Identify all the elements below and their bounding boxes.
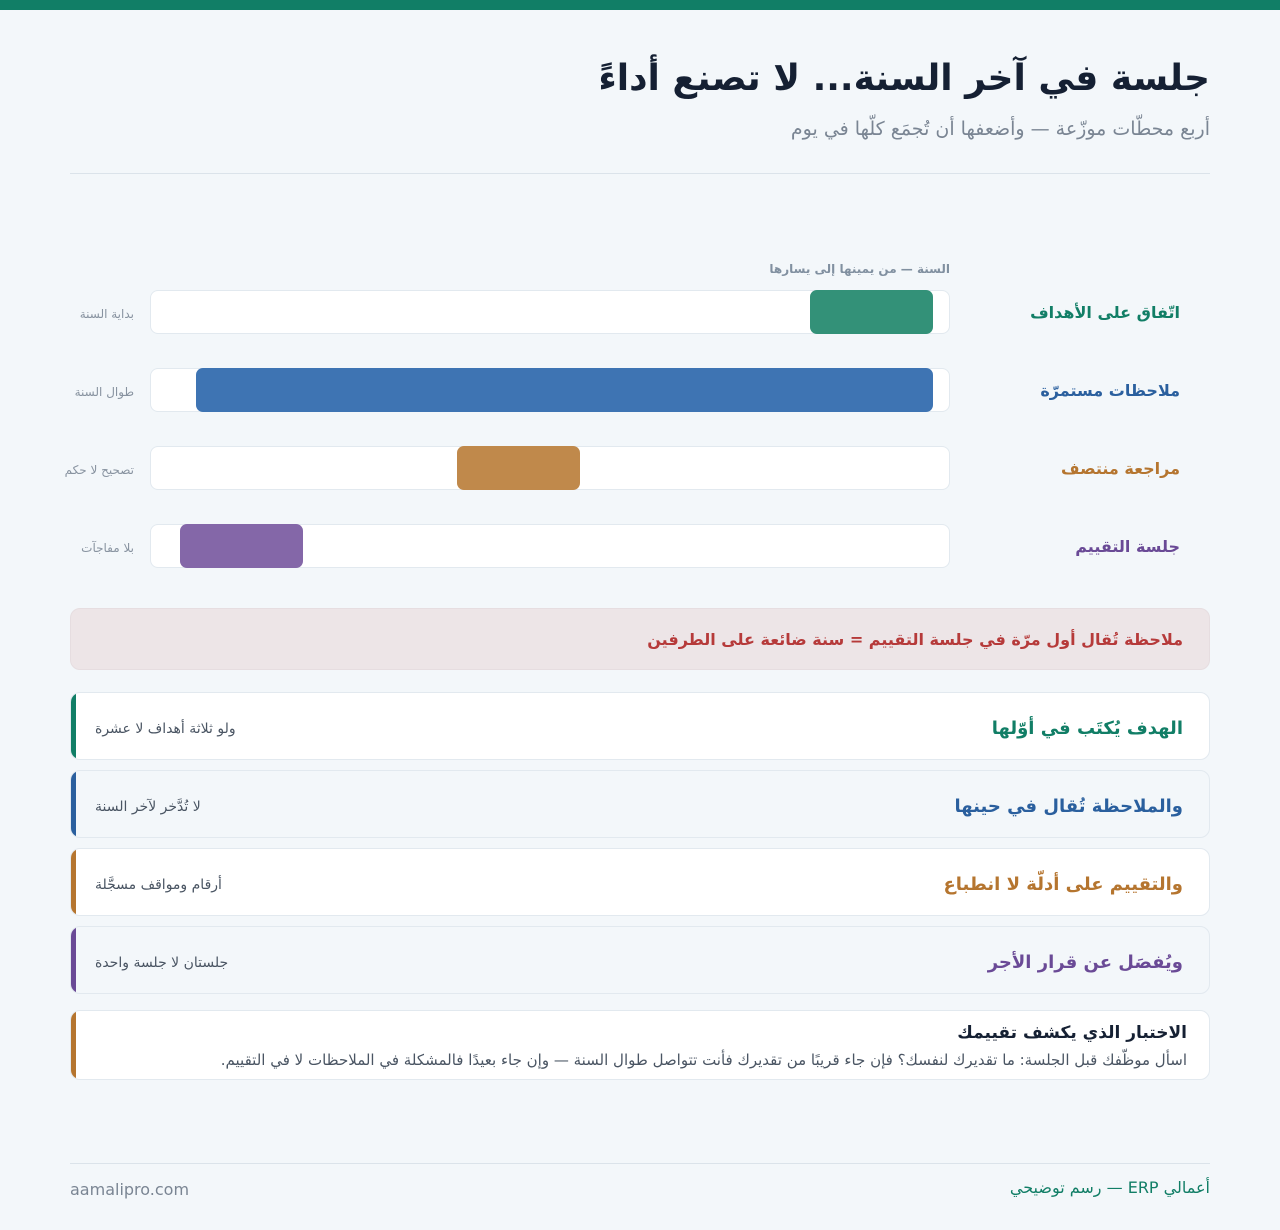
principle-card-evidence <box>70 848 1210 916</box>
principle-card-feedback <box>70 770 1210 838</box>
timeline-bar-goals <box>810 290 933 334</box>
principle-card-pay <box>70 926 1210 994</box>
principle-title: الهدف يُكتَب في أوّلها <box>991 718 1183 739</box>
principle-accent-bar <box>71 927 76 993</box>
principle-title: والملاحظة تُقال في حينها <box>954 796 1183 817</box>
timeline-note-feedback: طوال السنة <box>74 385 134 399</box>
timeline-note-midyear: تصحيح لا حكم <box>64 463 134 477</box>
footer-divider <box>70 1163 1210 1164</box>
self-test-accent-bar <box>71 1011 76 1079</box>
page-title: جلسة في آخر السنة... لا تصنع أداءً <box>598 58 1210 99</box>
principle-accent-bar <box>71 849 76 915</box>
top-accent-bar <box>0 0 1280 10</box>
timeline-bar-midyear <box>457 446 580 490</box>
principle-card-goals <box>70 692 1210 760</box>
timeline-note-review: بلا مفاجآت <box>81 541 134 555</box>
timeline-track-feedback <box>150 368 950 412</box>
timeline-track-midyear <box>150 446 950 490</box>
timeline-row-label-feedback: ملاحظات مستمرّة <box>1040 381 1180 400</box>
principle-note: جلستان لا جلسة واحدة <box>95 955 229 971</box>
self-test-box <box>70 1010 1210 1080</box>
principle-accent-bar <box>71 771 76 837</box>
timeline-bar-review <box>180 524 303 568</box>
principle-note: ولو ثلاثة أهداف لا عشرة <box>95 721 236 737</box>
timeline-row-label-midyear: مراجعة منتصف <box>1061 459 1180 478</box>
warning-callout: ملاحظة تُقال أول مرّة في جلسة التقييم = سنة ضائعة على الطرفين <box>70 608 1210 670</box>
self-test-title: الاختبار الذي يكشف تقييمك <box>957 1023 1187 1043</box>
timeline-bar-feedback <box>196 368 933 412</box>
header-divider <box>70 173 1210 174</box>
footer-brand: أعمالي ERP — رسم توضيحي <box>1009 1178 1210 1197</box>
self-test-body: اسأل موظّفك قبل الجلسة: ما تقديرك لنفسك؟ فإن جاء قريبًا من تقديرك فأنت تتواصل طوال السنة — وإن جاء بعيدًا فالمشكلة في الملاحظات لا في التقييم. <box>220 1051 1187 1069</box>
principle-note: لا تُدَّخر لآخر السنة <box>95 799 201 815</box>
timeline-note-goals: بداية السنة <box>79 307 134 321</box>
principle-title: والتقييم على أدلّة لا انطباع <box>943 874 1183 895</box>
timeline-axis-caption: السنة — من يمينها إلى يسارها <box>769 262 950 276</box>
timeline-track-goals <box>150 290 950 334</box>
timeline-row-label-goals: اتّفاق على الأهداف <box>1030 303 1180 322</box>
page-subtitle: أربع محطّات موزّعة — وأضعفها أن تُجمَع كلّها في يوم <box>790 118 1210 140</box>
principle-accent-bar <box>71 693 76 759</box>
footer-site-link[interactable]: aamalipro.com <box>70 1180 190 1199</box>
timeline-track-review <box>150 524 950 568</box>
timeline-row-label-review: جلسة التقييم <box>1075 537 1180 556</box>
principle-title: ويُفصَل عن قرار الأجر <box>987 952 1183 973</box>
principle-note: أرقام ومواقف مسجَّلة <box>95 877 222 893</box>
